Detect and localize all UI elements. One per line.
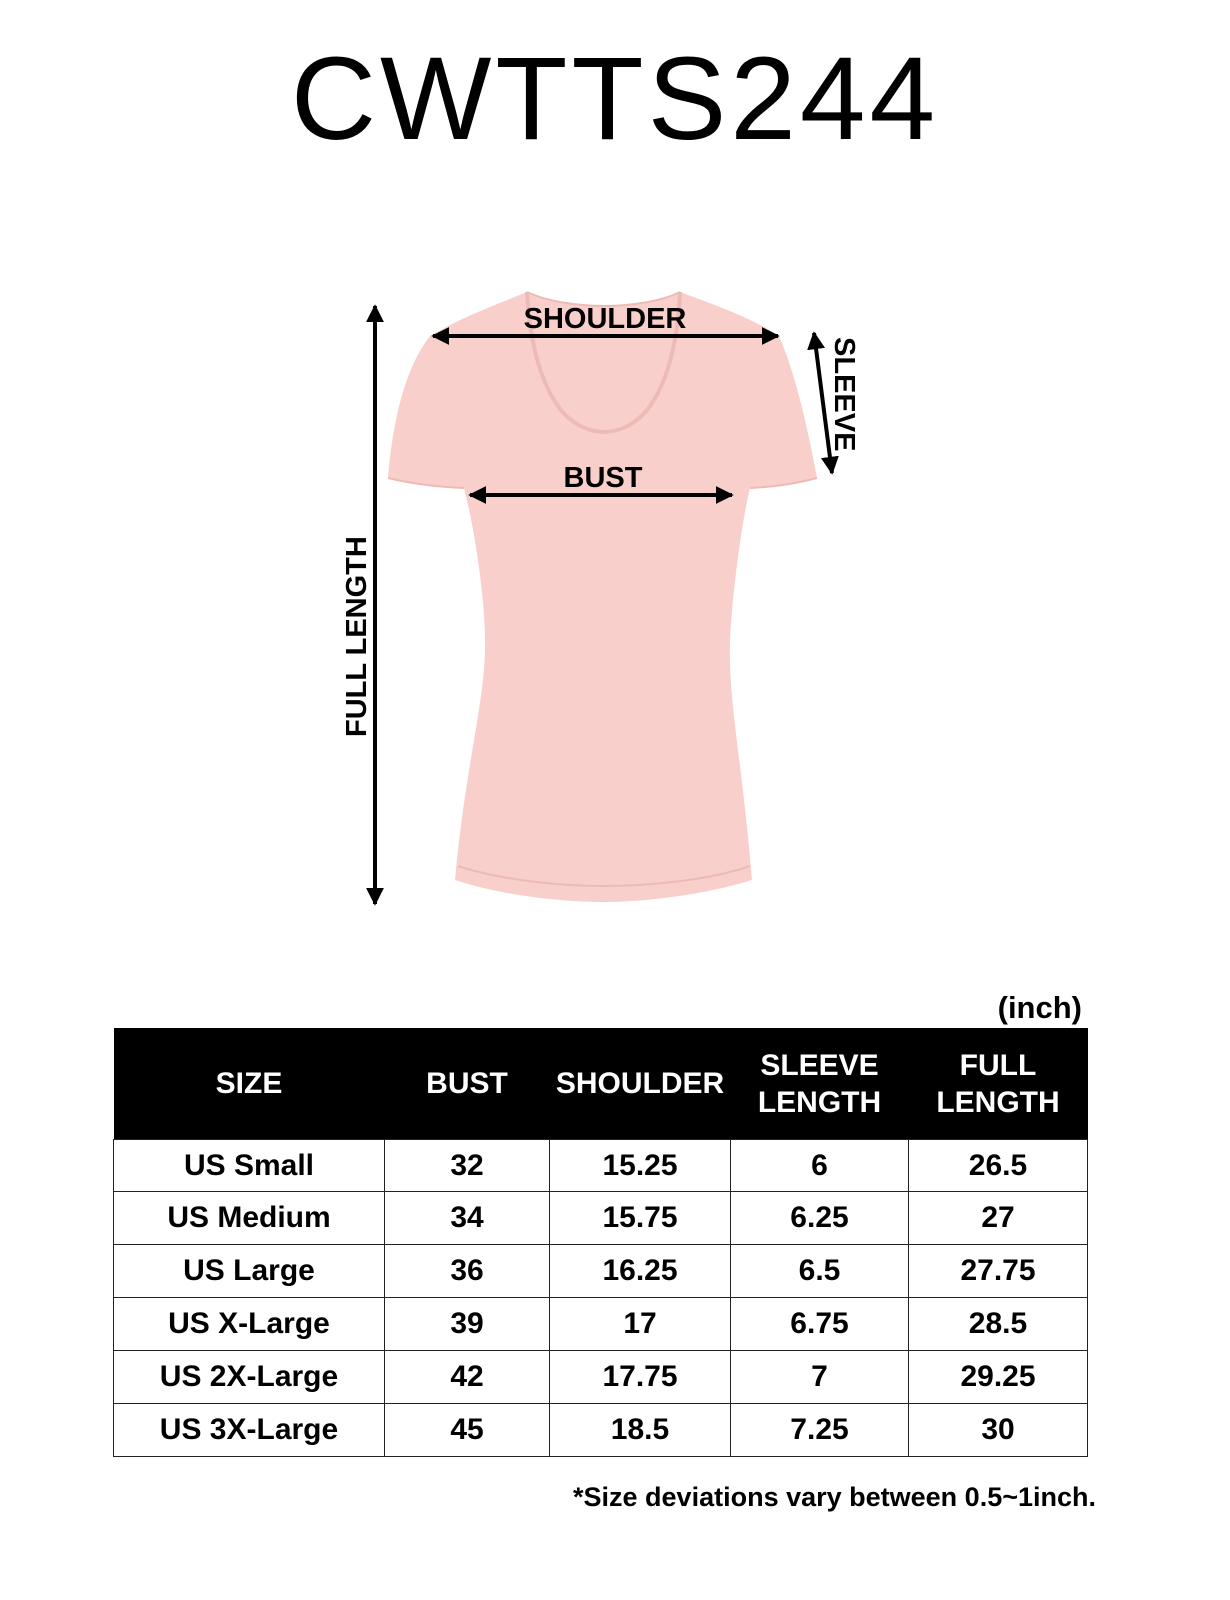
- table-row: [114, 1245, 1088, 1298]
- header-shoulder: SHOULDER: [550, 1028, 731, 1140]
- shoulder-cell: 18.5: [550, 1404, 731, 1457]
- bust-cell: 34: [385, 1192, 550, 1245]
- size-deviation-footnote: *Size deviations vary between 0.5~1inch.: [573, 1482, 1096, 1512]
- sleeve-length-cell: 6.5: [731, 1245, 909, 1298]
- unit-label: (inch): [997, 990, 1082, 1025]
- shoulder-cell: 16.25: [550, 1245, 731, 1298]
- table-header-row: [114, 1028, 1088, 1140]
- bust-cell: 42: [385, 1351, 550, 1404]
- shoulder-cell: 15.25: [550, 1140, 731, 1192]
- table-row: [114, 1140, 1088, 1192]
- full-length-cell: 27: [909, 1192, 1088, 1245]
- sleeve-label: SLEEVE: [828, 337, 860, 452]
- size-cell: US 3X-Large: [114, 1404, 385, 1457]
- size-cell: US 2X-Large: [114, 1351, 385, 1404]
- product-code-title: CWTTS244: [290, 33, 940, 165]
- full-length-cell: 28.5: [909, 1298, 1088, 1351]
- sleeve-length-cell: 6: [731, 1140, 909, 1192]
- size-cell: US Large: [114, 1245, 385, 1298]
- bust-cell: 39: [385, 1298, 550, 1351]
- bust-label: BUST: [563, 462, 643, 494]
- size-cell: US Small: [114, 1140, 385, 1192]
- full-length-cell: 29.25: [909, 1351, 1088, 1404]
- sleeve-length-cell: 7.25: [731, 1404, 909, 1457]
- header-full-length: FULL LENGTH: [909, 1028, 1088, 1140]
- shoulder-cell: 17: [550, 1298, 731, 1351]
- table-row: [114, 1192, 1088, 1245]
- t-shirt-illustration: [388, 292, 817, 902]
- table-row: [114, 1298, 1088, 1351]
- sleeve-length-cell: 6.75: [731, 1298, 909, 1351]
- size-chart-table: [113, 1028, 1088, 1457]
- shoulder-cell: 17.75: [550, 1351, 731, 1404]
- bust-cell: 45: [385, 1404, 550, 1457]
- size-cell: US Medium: [114, 1192, 385, 1245]
- header-size: SIZE: [114, 1028, 385, 1140]
- table-row: [114, 1404, 1088, 1457]
- size-cell: US X-Large: [114, 1298, 385, 1351]
- shoulder-label: SHOULDER: [523, 303, 687, 335]
- header-sleeve-length: SLEEVE LENGTH: [731, 1028, 909, 1140]
- full-length-cell: 26.5: [909, 1140, 1088, 1192]
- bust-cell: 32: [385, 1140, 550, 1192]
- bust-cell: 36: [385, 1245, 550, 1298]
- sleeve-length-cell: 7: [731, 1351, 909, 1404]
- full-length-label: FULL LENGTH: [341, 536, 373, 737]
- sleeve-length-cell: 6.25: [731, 1192, 909, 1245]
- shoulder-cell: 15.75: [550, 1192, 731, 1245]
- table-row: [114, 1351, 1088, 1404]
- header-bust: BUST: [385, 1028, 550, 1140]
- full-length-cell: 30: [909, 1404, 1088, 1457]
- full-length-cell: 27.75: [909, 1245, 1088, 1298]
